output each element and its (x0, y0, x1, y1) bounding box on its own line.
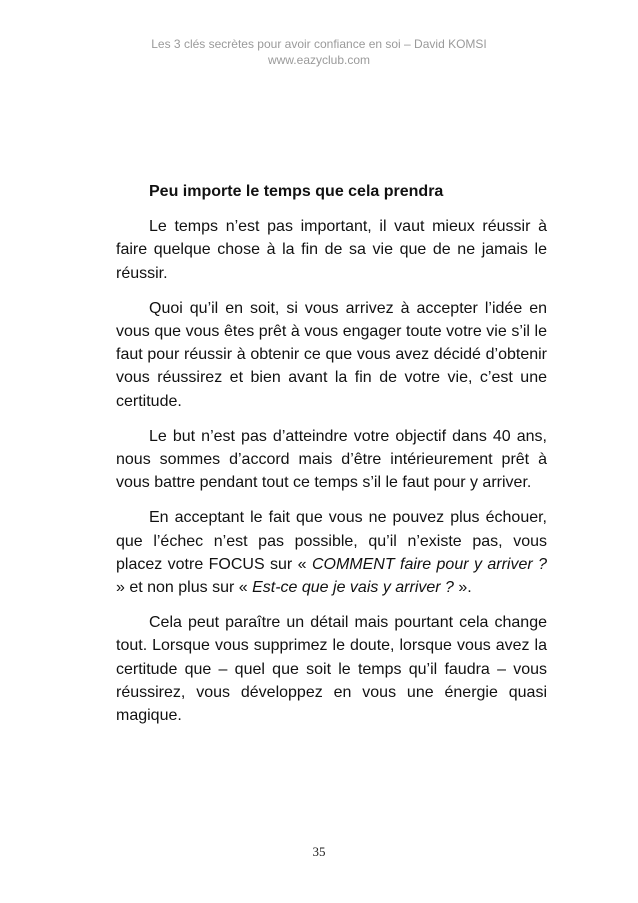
paragraph-4-text-b: » et non plus sur « (116, 579, 253, 597)
header-title: Les 3 clés secrètes pour avoir confiance en soi – David KOMSI (151, 37, 487, 51)
paragraph-4-italic-a: COMMENT faire pour y arriver ? (311, 555, 548, 573)
paragraph-2: Quoi qu’il en soit, si vous arrivez à accepter l’idée en vous que vous êtes prêt à vous engager toute votre vie s’il le faut pour réussir à obtenir ce que vous avez décidé d’obtenir vous réussirez et bien avant la fin de votre vie, c’est une certitude. (116, 299, 547, 410)
section-heading: Peu importe le temps que cela prendra (149, 183, 444, 200)
paragraph-4 (116, 506, 547, 599)
page-body (116, 180, 547, 727)
paragraph-4-italic-b: Est-ce que je vais y arriver ? (252, 579, 454, 597)
running-header (0, 36, 638, 68)
paragraph-4-text-a: En acceptant le fait que vous ne pouvez plus échouer, que l’échec n’est pas possible, qu’il n’existe pas, vous placez votre FOCUS sur « (116, 509, 547, 573)
paragraph-5: Cela peut paraître un détail mais pourtant cela change tout. Lorsque vous supprimez le doute, lorsque vous avez la certitude que – quel que soit le temps qu’il faudra – vous réussirez, vous développez en vous une énergie quasi magique. (116, 614, 547, 725)
paragraph-1: Le temps n’est pas important, il vaut mieux réussir à faire quelque chose à la fin de sa vie que de ne jamais le réussir. (116, 218, 547, 282)
paragraph-4-text-c: ». (453, 579, 472, 597)
paragraph-3: Le but n’est pas d’atteindre votre objectif dans 40 ans, nous sommes d’accord mais d’être intérieurement prêt à vous battre pendant tout ce temps s’il le faut pour y arriver. (116, 427, 547, 492)
page-number: 35 (312, 844, 326, 859)
header-url: www.eazyclub.com (267, 53, 371, 67)
